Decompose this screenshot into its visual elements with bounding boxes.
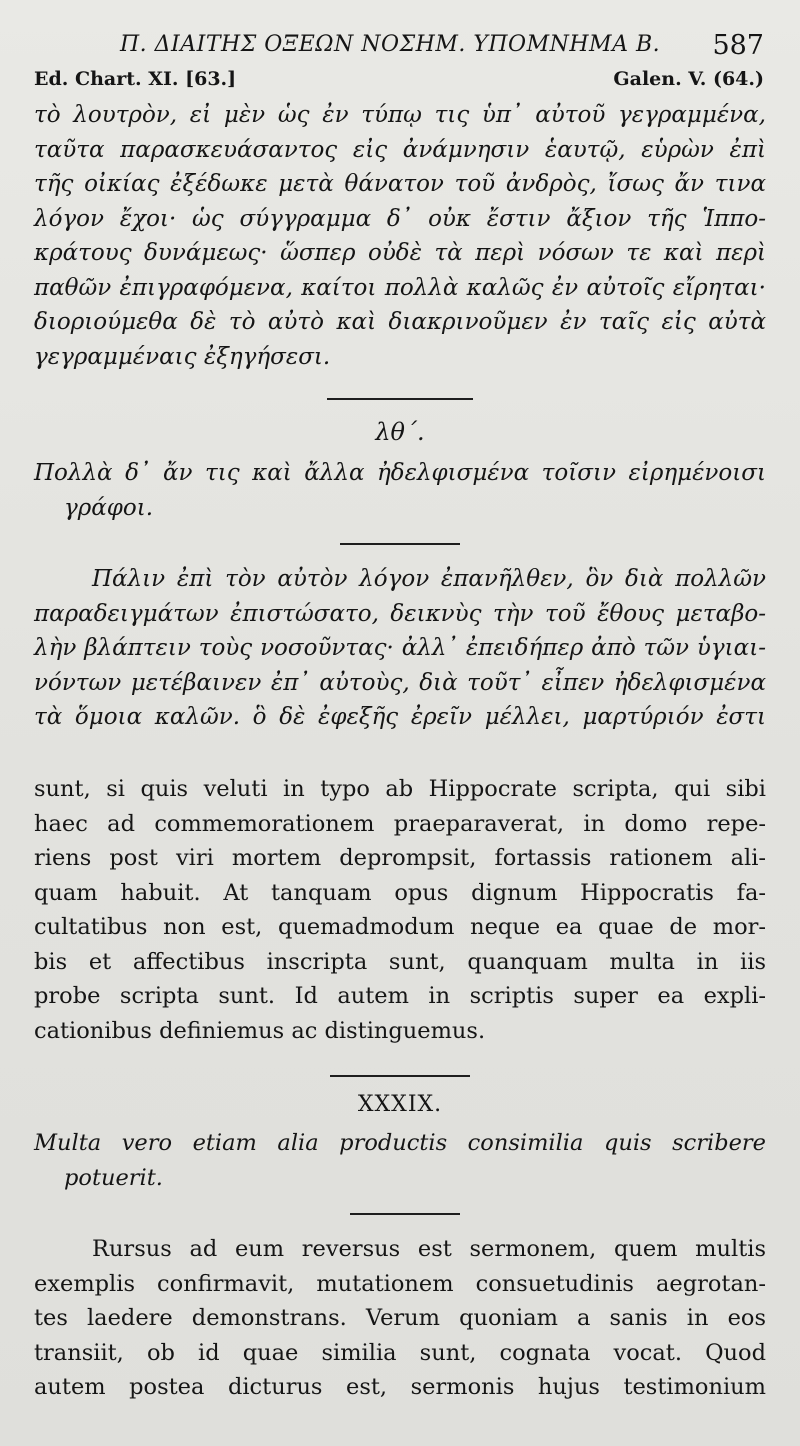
text-line: νόντων μετέβαινεν ἐπ᾽ αὐτοὺς, διὰ τοῦτ᾽ εἶπεν ἠδελφισμένα [34,669,766,696]
running-title: Π. ΔΙΑΙΤΗΣ ΟΞΕΩΝ ΝΟΣΗΜ. ΥΠΟΜΝΗΜΑ Β. [120,32,661,57]
text-line: potuerit. [64,1164,163,1191]
edition-reference-chartier: Ed. Chart. XI. [63.] [34,68,237,90]
running-head [0,28,800,68]
text-line: Πολλὰ δ᾽ ἄν τις καὶ ἄλλα ἠδελφισμένα τοῖσιν εἰρημένοισι [34,460,766,486]
edition-reference-line [0,68,800,98]
text-line: exemplis confirmavit, mutationem consuetudinis aegrotan- [34,1270,766,1297]
text-line: παθῶν ἐπιγραφόμενα, καίτοι πολλὰ καλῶς ἐν αὐτοῖς εἴρηται· [34,274,766,301]
text-line: cationibus definiemus ac distinguemus. [34,1017,486,1044]
section-divider-rule [330,1075,470,1077]
text-line: autem postea dicturus est, sermonis hujus testimonium [34,1374,766,1400]
text-line: ταῦτα παρασκευάσαντος εἰς ἀνάμνησιν ἑαυτῷ, εὑρὼν ἐπὶ [34,136,766,163]
text-line: tes laedere demonstrans. Verum quoniam a sanis in eos [34,1305,766,1331]
text-line: κράτους δυνάμεως· ὥσπερ οὐδὲ τὰ περὶ νόσων τε καὶ περὶ [34,240,766,266]
text-line: τὰ ὅμοια καλῶν. ὃ δὲ ἐφεξῆς ἐρεῖν μέλλει, μαρτύριόν ἐστι [34,704,766,730]
page-number: 587 [712,30,764,61]
text-line: bis et affectibus inscripta sunt, quanquam multa in iis [34,948,766,975]
text-line: τὸ λουτρὸν, εἰ μὲν ὡς ἐν τύπῳ τις ὑπ᾽ αὐτοῦ γεγραμμένα, [34,102,766,128]
edition-reference-kuehn: Galen. V. (64.) [613,68,764,90]
greek-commentary-paragraph-1 [34,98,766,374]
section-divider-rule [327,398,473,400]
text-line: τῆς οἰκίας ἐξέδωκε μετὰ θάνατον τοῦ ἀνδρὸς, ἴσως ἄν τινα [34,171,766,197]
greek-section-number: λθ΄. [375,418,425,446]
text-line: λὴν βλάπτειν τοὺς νοσοῦντας· ἀλλ᾽ ἐπειδήπερ ἀπὸ τῶν ὑγιαι- [34,635,766,661]
latin-section-number: XXXIX. [357,1092,443,1117]
text-line: Rursus ad eum reversus est sermonem, quem multis [92,1236,766,1262]
text-line: Πάλιν ἐπὶ τὸν αὐτὸν λόγον ἐπανῆλθεν, ὃν διὰ πολλῶν [92,566,766,592]
latin-commentary-paragraph-1 [34,772,766,1048]
text-line: sunt, si quis veluti in typo ab Hippocrate scripta, qui sibi [34,776,766,802]
greek-commentary-paragraph-2 [34,562,766,735]
text-line: διοριούμεθα δὲ τὸ αὐτὸ καὶ διακρινοῦμεν ἐν ταῖς εἰς αὐτὰ [34,309,766,335]
text-line: quam habuit. At tanquam opus dignum Hippocratis fa- [34,879,766,906]
text-line: παραδειγμάτων ἐπιστώσατο, δεικνὺς τὴν τοῦ ἔθους μεταβο- [34,600,766,627]
text-line: Multa vero etiam alia productis consimilia quis scribere [34,1130,766,1156]
latin-lemma [34,1126,766,1195]
text-line: λόγον ἔχοι· ὡς σύγγραμμα δ᾽ οὐκ ἔστιν ἄξιον τῆς Ἱππο- [34,205,766,232]
text-line: riens post viri mortem deprompsit, fortassis rationem ali- [34,845,766,871]
text-line: haec ad commemorationem praeparaverat, in domo repe- [34,810,766,837]
text-line: cultatibus non est, quemadmodum neque ea quae de mor- [34,914,766,940]
text-line: transiit, ob id quae similia sunt, cognata vocat. Quod [34,1339,766,1366]
text-line: γράφοι. [64,494,154,521]
latin-commentary-paragraph-2 [34,1232,766,1405]
section-divider-rule [350,1213,460,1215]
greek-lemma [34,456,766,525]
text-line: probe scripta sunt. Id autem in scriptis super ea expli- [34,983,766,1009]
section-divider-rule [340,543,460,545]
text-line: γεγραμμέναις ἐξηγήσεσι. [34,343,331,370]
